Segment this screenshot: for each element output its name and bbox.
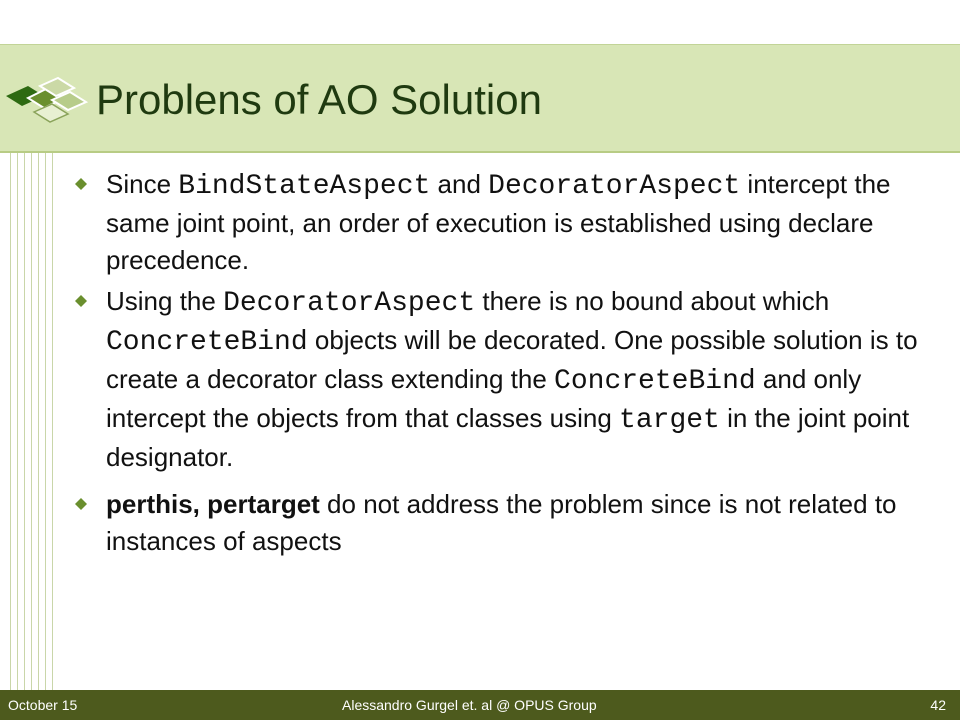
bullet-text: and bbox=[430, 169, 489, 199]
bullet-text: and only intercept the objects from that classes using bbox=[106, 364, 862, 433]
diamond-cluster-logo-icon bbox=[4, 76, 88, 132]
slide-title: Problens of AO Solution bbox=[96, 76, 542, 123]
bullet-item bbox=[74, 283, 934, 476]
bullet-item bbox=[74, 166, 934, 279]
bullet-text: Since bbox=[106, 169, 179, 199]
footer-date: October 15 bbox=[8, 697, 78, 713]
diamond-bullet-icon bbox=[74, 177, 88, 191]
bullet-text: there is no bound about which bbox=[475, 286, 830, 316]
bullet-item bbox=[74, 486, 934, 560]
bullet-text: intercept the same joint point, an order of execution is established using declare precedence. bbox=[106, 169, 891, 275]
code-identifier: DecoratorAspect bbox=[223, 288, 476, 319]
bullet-text: Using the bbox=[106, 286, 224, 316]
code-identifier: BindStateAspect bbox=[178, 171, 431, 202]
code-identifier: target bbox=[619, 405, 720, 436]
bullet-text: do not address the problem since is not related to instances of aspects bbox=[106, 489, 897, 556]
code-identifier: ConcreteBind bbox=[554, 366, 756, 397]
code-identifier: DecoratorAspect bbox=[488, 171, 741, 202]
page-number: 42 bbox=[930, 697, 946, 713]
footer-author: Alessandro Gurgel et. al @ OPUS Group bbox=[342, 697, 597, 713]
diamond-bullet-icon bbox=[74, 497, 88, 511]
bullet-text: objects will be decorated. One possible solution is to create a decorator class extending the bbox=[106, 325, 918, 394]
top-margin bbox=[0, 0, 960, 44]
footer-bar bbox=[0, 690, 960, 720]
bullet-text: in the joint point designator. bbox=[106, 403, 910, 472]
diamond-bullet-icon bbox=[74, 294, 88, 308]
bullet-list bbox=[74, 166, 934, 564]
code-identifier: ConcreteBind bbox=[106, 327, 308, 358]
bold-text: perthis, pertarget bbox=[106, 489, 320, 519]
